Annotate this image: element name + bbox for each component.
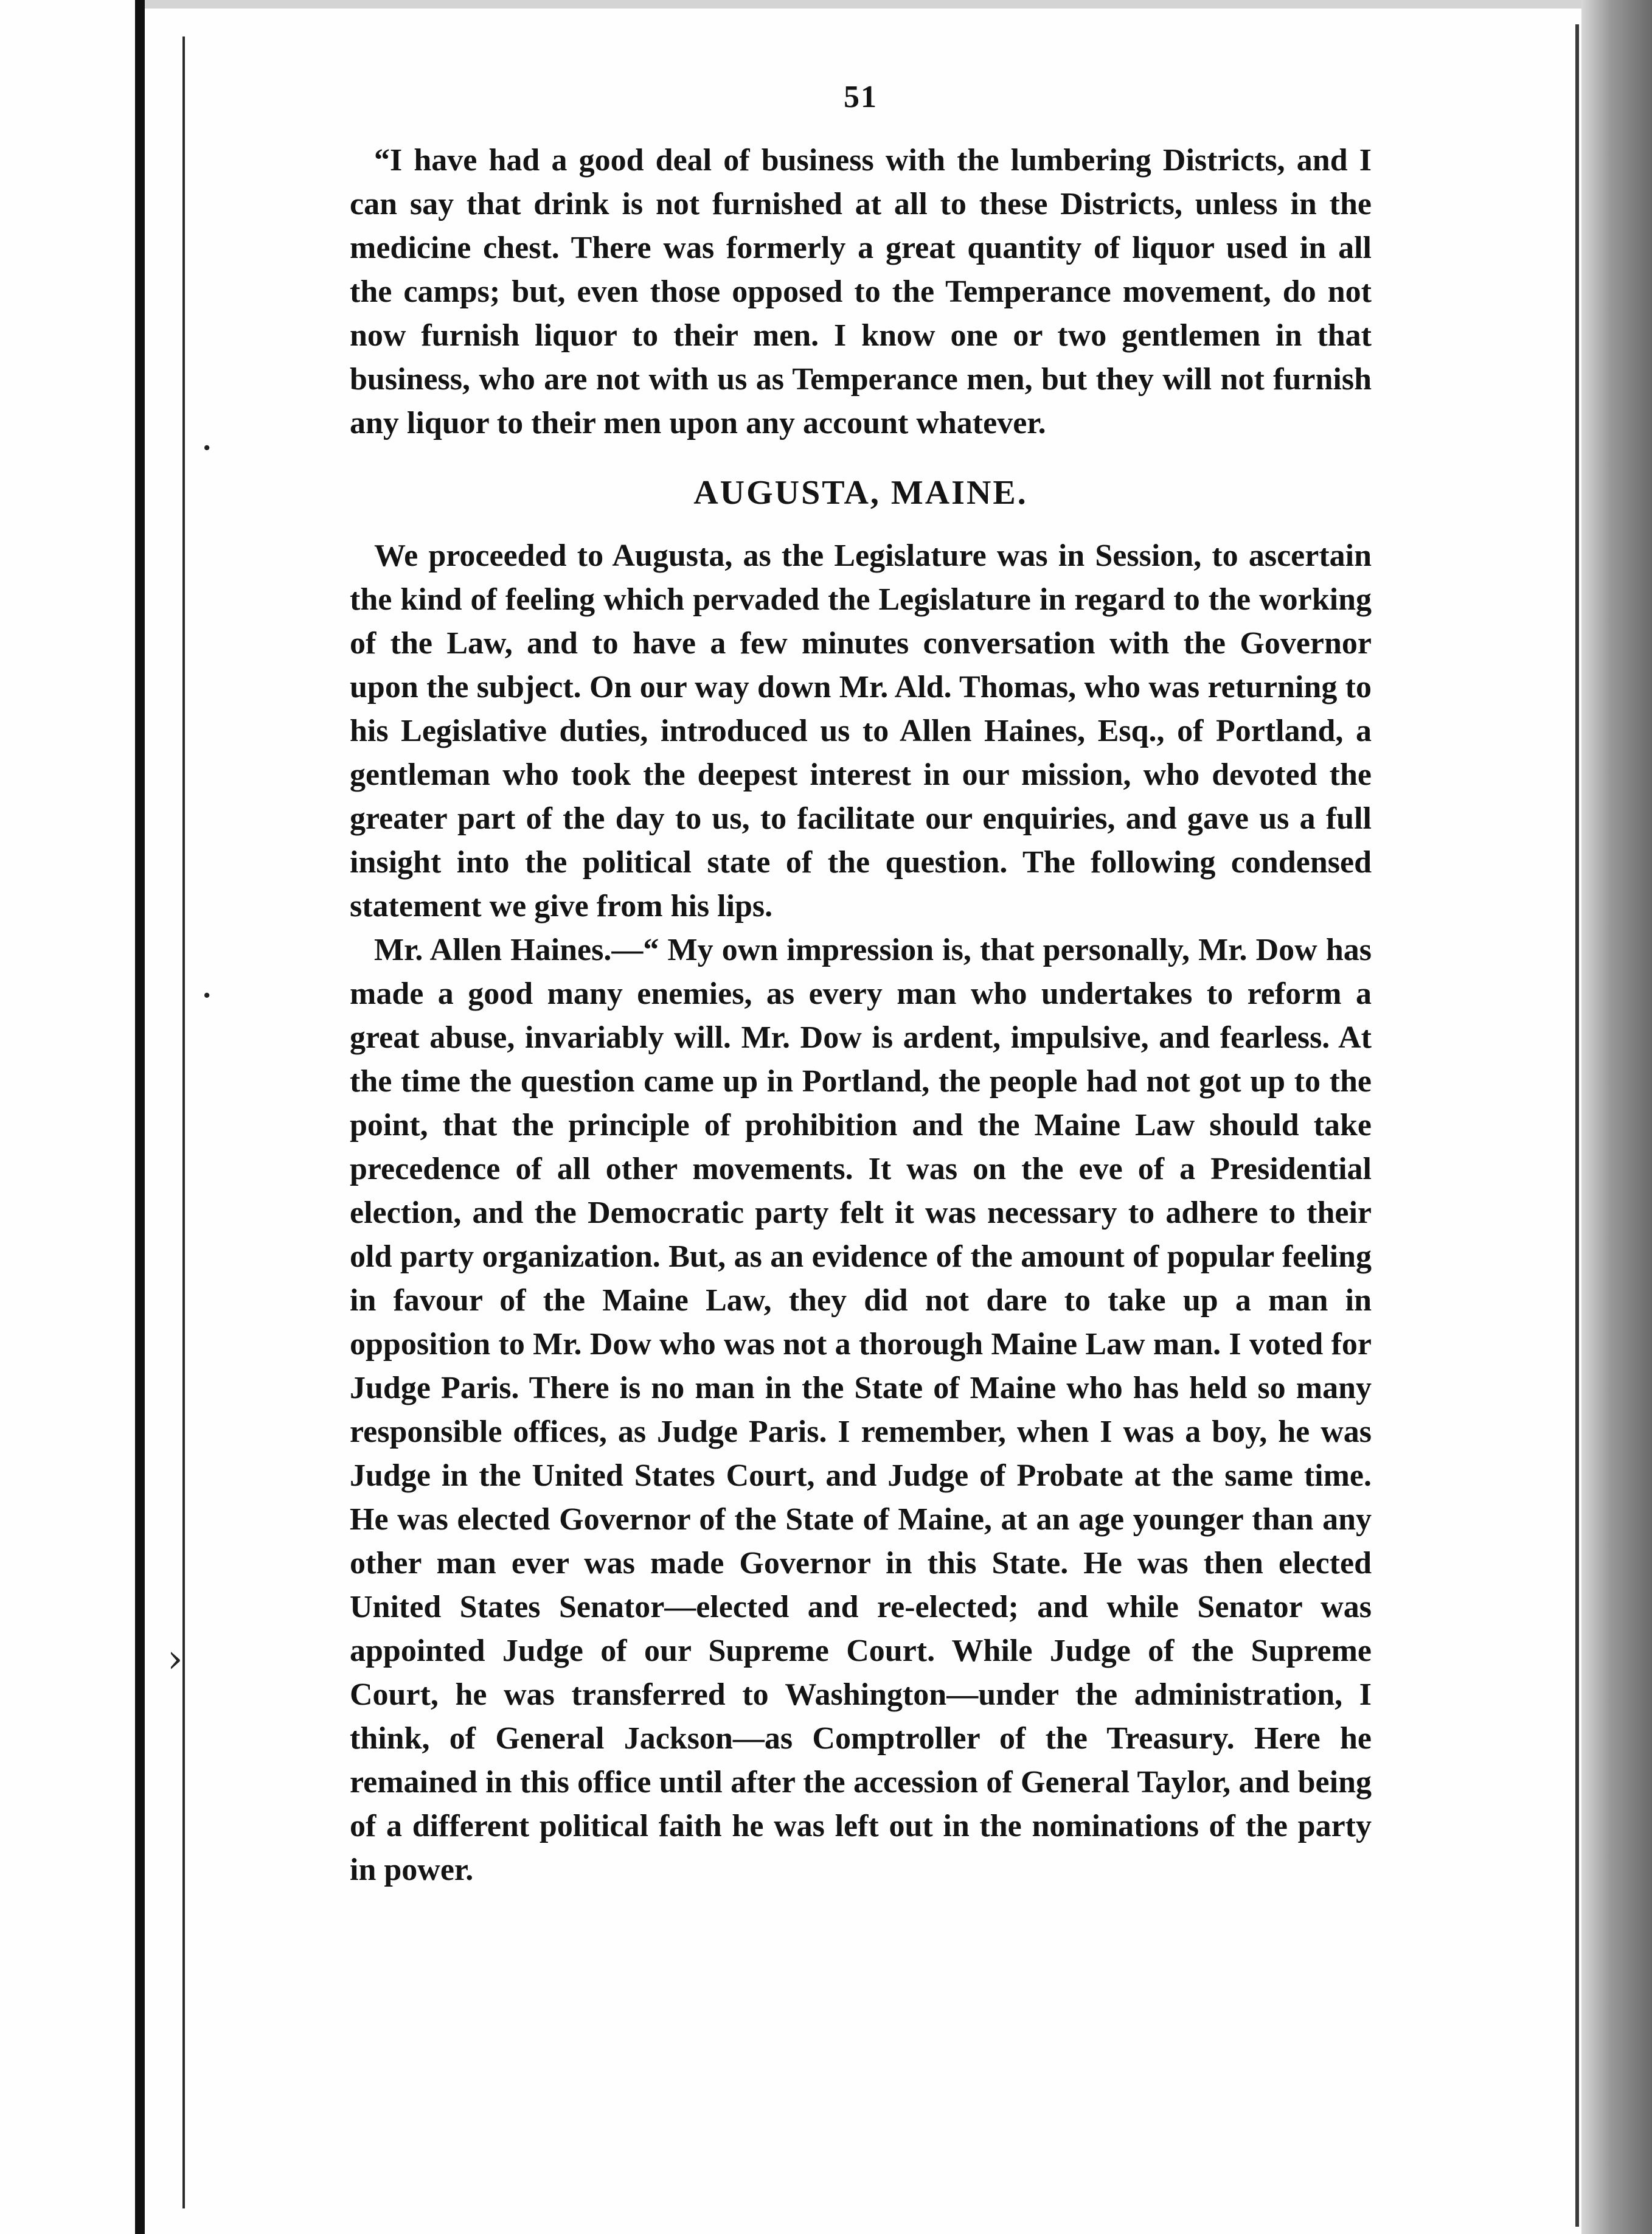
margin-tick-mark: · — [201, 426, 213, 471]
margin-tick-mark: · — [201, 973, 213, 1018]
scan-right-edge-line — [1575, 24, 1579, 2227]
section-heading: AUGUSTA, MAINE. — [693, 474, 1028, 512]
body-paragraph: We proceeded to Augusta, as the Legislature was in Session, to ascertain the kind of feeling which pervaded the Legislature in regard to the working of the Law, and to have a few minutes conversation with the Governor upon the subject. On our way down Mr. Ald. Thomas, who was returning to his Legislative duties, introduced us to Allen Haines, Esq., of Portland, a gentleman who took the deepest interest in our mission, who devoted the greater part of the day to us, to facilitate our enquiries, and gave us a full insight into the political state of the question. The following condensed statement we give from his lips. — [350, 538, 1372, 924]
body-paragraph: Mr. Allen Haines.—“ My own impression is, that personally, Mr. Dow has made a good many enemies, as every man who undertakes to reform a great abuse, invariably will. Mr. Dow is ardent, impulsive, and fearless. At the time the question came up in Portland, the people had not got up to the point, that the principle of prohibition and the Maine Law should take precedence of all other movements. It was on the eve of a Presidential election, and the Democratic party felt it was necessary to adhere to their old party organization. But, as an evidence of the amount of popular feeling in favour of the Maine Law, they did not dare to take up a man in opposition to Mr. Dow who was not a thorough Maine Law man. I voted for Judge Paris. There is no man in the State of Maine who has held so many responsible offices, as Judge Paris. I remember, when I was a boy, he was Judge in the United States Court, and Judge of Probate at the same time. He was elected Governor of the State of Maine, at an age younger than any other man ever was made Governor in this State. He was then elected United States Senator—elected and re-elected; and while Senator was appointed Judge of our Supreme Court. While Judge of the Supreme Court, he was transferred to Washington—under the administration, I think, of General Jackson—as Comptroller of the Treasury. Here he remained in this office until after the accession of General Taylor, and being of a different political faith he was left out in the nominations of the party in power. — [350, 933, 1372, 1887]
scan-left-border — [135, 0, 145, 2234]
scan-gutter-line — [182, 37, 185, 2208]
scan-top-shadow — [145, 0, 1581, 9]
margin-tick-mark: › — [167, 1637, 183, 1682]
page-text — [350, 79, 1372, 1892]
quoted-paragraph: “I have had a good deal of business with the lumbering Districts, and I can say that drink is not furnished at all to these Districts, unless in the medicine chest. There was formerly a great quantity of liquor used in all the camps; but, even those opposed to the Temperance movement, do not now furnish liquor to their men. I know one or two gentlemen in that business, who are not with us as Temperance men, but they will not furnish any liquor to their men upon any account whatever. — [350, 143, 1372, 440]
page-number: 51 — [844, 80, 878, 114]
scan-right-shadow — [1581, 0, 1652, 2234]
